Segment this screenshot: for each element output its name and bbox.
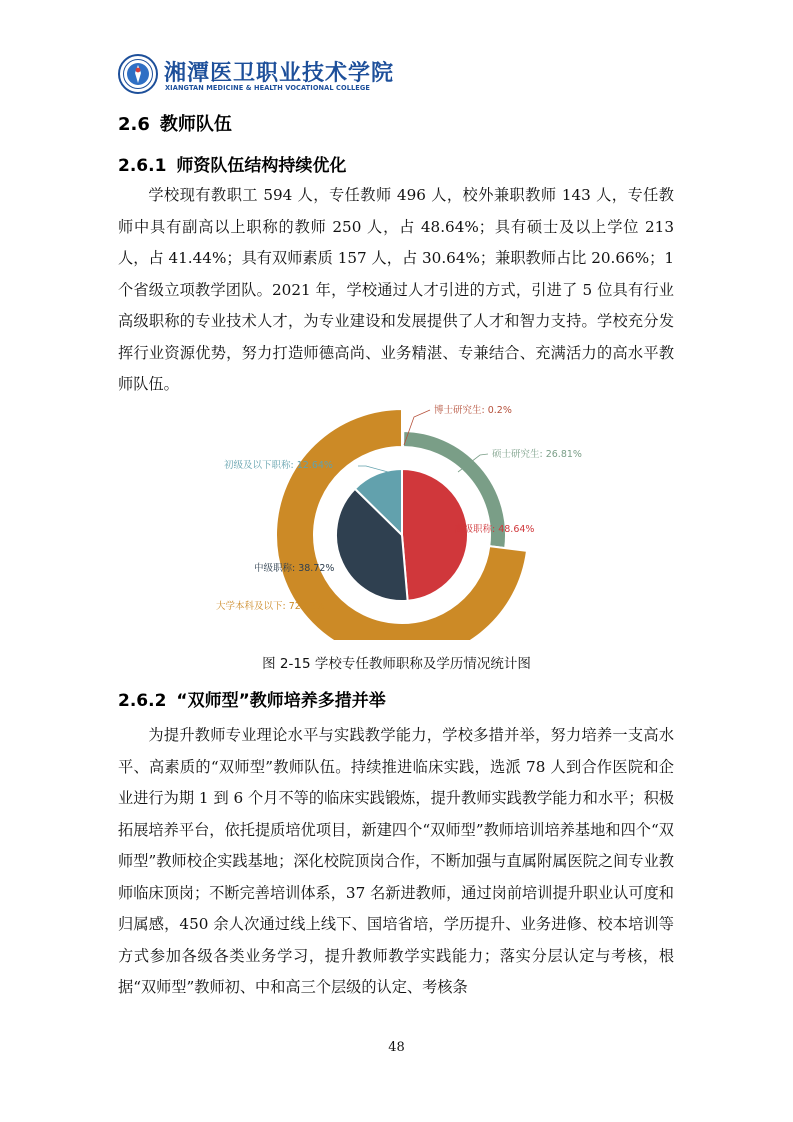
subsection-number-1: 2.6.1 [118,156,167,176]
leader-line-junior [358,466,388,472]
label-bachelor-below: 大学本科及以下: 72.98% [216,601,325,612]
school-logo [118,54,158,94]
figure-caption: 图 2-15 学校专任教师职称及学历情况统计图 [262,656,531,672]
page-header [118,54,678,98]
school-name-en: XIANGTAN MEDICINE & HEALTH VOCATIONAL COLLEGE [165,84,371,92]
section-heading [118,110,232,136]
subsection-heading-2 [118,686,386,711]
section-title: 教师队伍 [159,114,232,135]
label-senior-title: 高级职称: 48.64% [454,524,535,535]
inner-ring [336,469,468,601]
label-intermediate-title: 中级职称: 38.72% [254,563,335,574]
label-masters: 硕士研究生: 26.81% [492,449,582,460]
label-doctoral: 博士研究生: 0.2% [434,405,512,416]
subsection-number-2: 2.6.2 [118,691,167,711]
paragraph-faculty-structure: 学校现有教职工 594 人，专任教师 496 人，校外兼职教师 143 人，专任教师中具有副高以上职称的教师 250 人，占 48.64%；具有硕士及以上学位 213 人，占 41.44%；具有双师素质 157 人，占 30.64%；兼职教师占比 20.66%；1 个省级立项教学团队。2021 年，学校通过人才引进的方式，引进了 5 位具有行业高级职称的专业技术人才，为专业建设和发展提供了人才和智力支持。学校充分发挥行业资源优势，努力打造师德高尚、业务精湛、专兼结合、充满活力的高水平教师队伍。 [118,186,674,393]
paragraph-double-qualified: 为提升教师专业理论水平与实践教学能力，学校多措并举，努力培养一支高水平、高素质的“双师型”教师队伍。持续推进临床实践，选派 78 人到合作医院和企业进行为期 1 到 6 个月不等的临床实践锻炼，提升教师实践教学能力和水平；积极拓展培养平台，依托提质培优项目，新建四个“双师型”教师培训培养基地和四个“双师型”教师校企实践基地；深化校院顶岗合作，不断加强与直属附属医院之间专业教师临床顶岗；不断完善培训体系，37 名新进教师，通过岗前培训提升职业认可度和归属感，450 余人次通过线上线下、国培省培，学历提升、业务进修、校本培训等方式参加各级各类业务学习，提升教师教学实践能力；落实分层认定与考核，根据“双师型”教师初、中和高三个层级的认定、考核条 [118,726,674,996]
school-name-cn: 湘潭医卫职业技术学院 [164,60,395,86]
faculty-donut-chart [118,400,678,640]
page-number: 48 [388,1040,405,1055]
label-junior-title: 初级及以下职称: 12.64% [224,460,333,471]
section-number: 2.6 [118,114,150,135]
subsection-heading-1 [118,151,346,176]
subsection-title-1: 师资队伍结构持续优化 [176,156,347,176]
subsection-title-2: “双师型”教师培养多措并举 [176,691,386,711]
